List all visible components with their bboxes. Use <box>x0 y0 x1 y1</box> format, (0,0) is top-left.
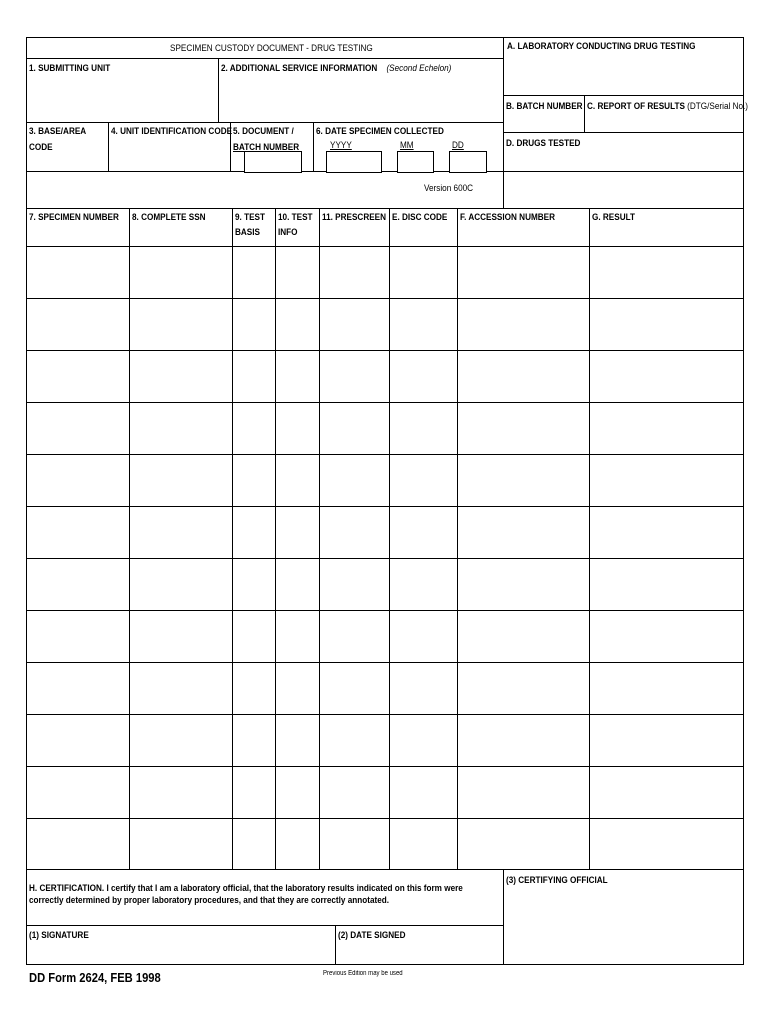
submitting-unit-field[interactable] <box>27 72 217 122</box>
year-box[interactable] <box>326 151 382 173</box>
certifying-official-field[interactable] <box>504 888 743 964</box>
col-test-basis-1: 9. TEST <box>235 212 265 223</box>
form-title: SPECIMEN CUSTODY DOCUMENT - DRUG TESTING <box>170 43 373 54</box>
submitting-unit-label: 1. SUBMITTING UNIT <box>29 63 111 74</box>
signature-label: (1) SIGNATURE <box>29 930 89 941</box>
signature-field[interactable] <box>27 944 334 964</box>
additional-info-field[interactable] <box>219 76 502 122</box>
lab-label: A. LABORATORY CONDUCTING DRUG TESTING <box>507 41 696 52</box>
col-ssn: 8. COMPLETE SSN <box>132 212 206 223</box>
base-area-label-1: 3. BASE/AREA <box>29 126 87 137</box>
mm-label: MM <box>400 140 414 151</box>
date-signed-field[interactable] <box>336 944 502 964</box>
additional-info-label <box>221 63 451 75</box>
col-test-basis-2: BASIS <box>235 227 260 238</box>
col-prescreen: 11. PRESCREEN <box>322 212 387 223</box>
batch-number-label: B. BATCH NUMBER <box>506 101 583 112</box>
certifying-official-label: (3) CERTIFYING OFFICIAL <box>506 875 608 886</box>
col-specimen-number: 7. SPECIMEN NUMBER <box>29 212 119 223</box>
batch-number-box[interactable] <box>244 151 302 173</box>
base-area-label-2: CODE <box>29 142 53 153</box>
col-accession: F. ACCESSION NUMBER <box>460 212 556 223</box>
report-results-note: (DTG/Serial No.) <box>687 101 749 112</box>
second-echelon-text: (Second Echelon) <box>386 63 452 74</box>
day-box[interactable] <box>449 151 487 173</box>
certification-text: H. CERTIFICATION. I certify that I am a laboratory official, that the laboratory results indicated on this form were correctly determined by proper laboratory procedures, and that they are correctly annotated. <box>29 883 463 906</box>
col-disc-code: E. DISC CODE <box>392 212 448 223</box>
drugs-tested-field[interactable] <box>504 151 743 208</box>
dd-label: DD <box>452 140 464 151</box>
report-results-label <box>587 101 748 113</box>
version-label: Version 600C <box>424 183 474 194</box>
col-test-info-1: 10. TEST <box>278 212 313 223</box>
month-box[interactable] <box>397 151 434 173</box>
form-id: DD Form 2624, FEB 1998 <box>29 970 161 985</box>
lab-field[interactable] <box>504 54 743 95</box>
unit-id-code-label: 4. UNIT IDENTIFICATION CODE <box>111 126 233 137</box>
report-results-field[interactable] <box>585 114 743 132</box>
batch-number-field[interactable] <box>504 114 584 132</box>
document-label-1: 5. DOCUMENT / <box>233 126 294 137</box>
previous-edition-note: Previous Edition may be used <box>323 970 403 977</box>
date-signed-label: (2) DATE SIGNED <box>338 930 406 941</box>
additional-info-text: 2. ADDITIONAL SERVICE INFORMATION <box>221 63 378 74</box>
col-result: G. RESULT <box>592 212 635 223</box>
col-test-info-2: INFO <box>278 227 298 238</box>
document-label-2: BATCH NUMBER <box>233 142 300 153</box>
report-results-text: C. REPORT OF RESULTS <box>587 101 685 112</box>
drugs-tested-label: D. DRUGS TESTED <box>506 138 581 149</box>
yyyy-label: YYYY <box>330 140 352 151</box>
date-collected-label: 6. DATE SPECIMEN COLLECTED <box>316 126 444 137</box>
